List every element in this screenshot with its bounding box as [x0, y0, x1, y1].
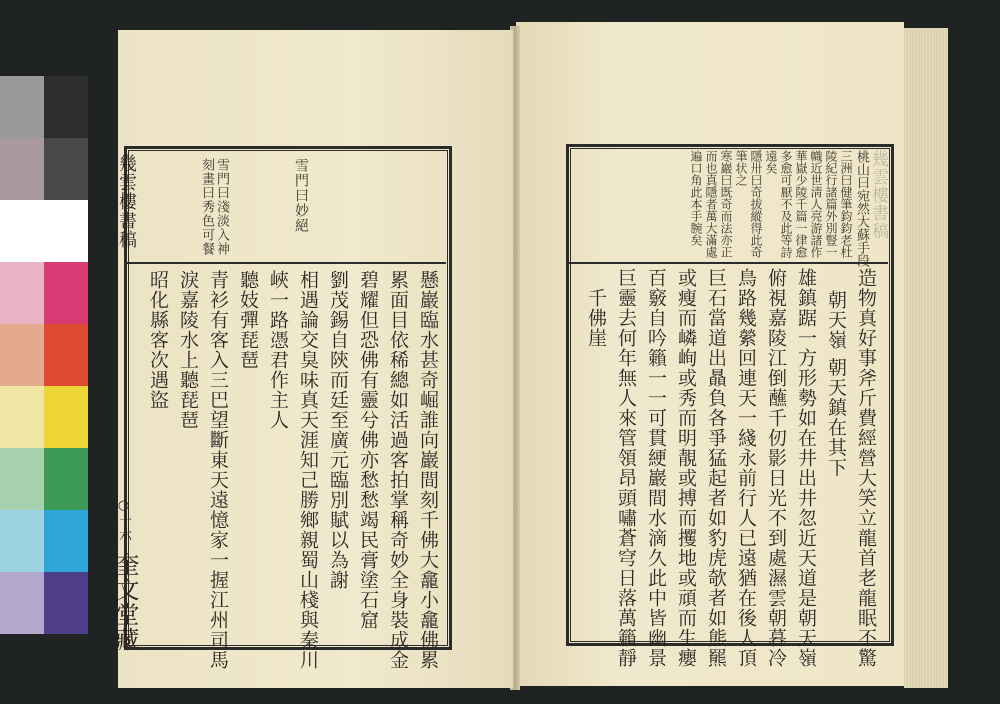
text-column: 峽一路憑君作主人 [267, 270, 289, 430]
text-column: 千佛崖 [585, 288, 607, 348]
text-column: 巨石當道出贔負各爭猛起者如豹虎欹者如熊羆 [705, 268, 727, 668]
color-swatch [44, 572, 88, 634]
text-column: 懸巖臨水甚奇崛誰向巖間刻千佛大龕小龕佛累 [417, 270, 439, 670]
text-column: 百竅自吟籟一一可貫綆巖間水滴久此中皆幽景 [645, 268, 667, 668]
color-swatch [44, 200, 88, 262]
text-column: 桃山曰宛然大蘇手段 [854, 150, 869, 267]
left-page-publisher: 奎文堂藏 [111, 552, 139, 652]
text-column: 遍口角此本手腕矣 [689, 150, 703, 246]
text-column: 雪門曰淺淡入神 [214, 158, 229, 256]
color-swatch [0, 572, 44, 634]
text-column: 碧耀但恐佛有靈兮佛亦愁愁竭民膏塗石窟 [357, 270, 379, 630]
text-column: 青衫有客入三巴望斷東天遠憶家一握江州司馬 [207, 270, 229, 670]
right-page-divider [569, 262, 888, 264]
color-swatch [0, 386, 44, 448]
text-column: 陵紀行諸篇外別豎一 [824, 150, 838, 258]
color-swatch [44, 138, 88, 200]
color-swatch [0, 200, 44, 262]
color-swatch [0, 262, 44, 324]
color-swatch [44, 76, 88, 138]
color-swatch [44, 386, 88, 448]
left-page-number: ○十六 [116, 498, 131, 542]
text-column: 相遇論交臭味真天涯知己勝鄉親蜀山棧與秦川 [297, 270, 319, 670]
color-swatch [44, 448, 88, 510]
text-column: 幟近世淸人亮游諸作 [809, 150, 823, 258]
text-column: 華嶽少陵千篇一律愈 [794, 150, 808, 258]
text-column: 寒巖曰既奇而法亦正 [719, 150, 733, 258]
text-column: 累面目依稀總如活過客拍掌稱奇妙全身裝成金 [387, 270, 409, 670]
text-column: 造物真好事斧斤費經營大笑立龍首老龍眠不驚 [855, 268, 877, 668]
text-column: 遠矣 [764, 150, 778, 174]
text-column: 朝天嶺 朝天鎮在其下 [825, 290, 847, 478]
text-column: 或瘦而嶙峋或秀而明靚或搏而攫地或頑而生癭 [675, 268, 697, 668]
left-page-divider [127, 262, 446, 264]
text-column: 筆状之 [734, 150, 748, 186]
text-column: 昭化縣客次遇盜 [147, 270, 169, 410]
color-swatch [0, 510, 44, 572]
text-column: 而也真隱者萬大滿處 [704, 150, 718, 258]
text-column: 多愈可厭不及此等詩 [779, 150, 793, 258]
open-book [111, 22, 948, 692]
text-column: 俯視嘉陵江倒蘸千仞影日光不到處濕雲朝暮冷 [765, 268, 787, 668]
text-column: 雪門曰妙絕 [293, 158, 309, 233]
color-swatch [44, 262, 88, 324]
text-column: 巨靈去何年無人來管領昂頭嘯蒼穹日落萬籟靜 [615, 268, 637, 668]
text-column: 三洲曰健筆鈞鈞老杜 [839, 150, 853, 258]
color-swatch [0, 76, 44, 138]
text-column: 聽妓彈琵琶 [237, 270, 259, 370]
page-edges [904, 28, 948, 688]
text-column: 雄鎮踞一方形勢如在井出井忽近天道是朝天嶺 [795, 268, 817, 668]
color-swatch [0, 324, 44, 386]
text-column: 劉茂錫自陝而廷至廣元臨別賦以為謝 [327, 270, 349, 590]
right-page [516, 22, 904, 686]
color-swatch [44, 324, 88, 386]
text-column: 刻畫曰秀色可餐 [199, 158, 214, 256]
color-swatch [0, 448, 44, 510]
text-column: 隱卅曰奇拔縱得此奇 [749, 150, 763, 258]
left-page-title: 幾雲樓書稿 [116, 154, 137, 249]
text-column: 鳥路幾縈回連天一綫永前行人已遠猶在後人頂 [735, 268, 757, 668]
color-swatch [44, 510, 88, 572]
text-column: 淚嘉陵水上聽琵琶 [177, 270, 199, 430]
right-page-title: 幾雲樓書稿 [868, 150, 888, 240]
left-page [111, 30, 513, 688]
color-calibration-strip [0, 76, 88, 636]
color-swatch [0, 138, 44, 200]
